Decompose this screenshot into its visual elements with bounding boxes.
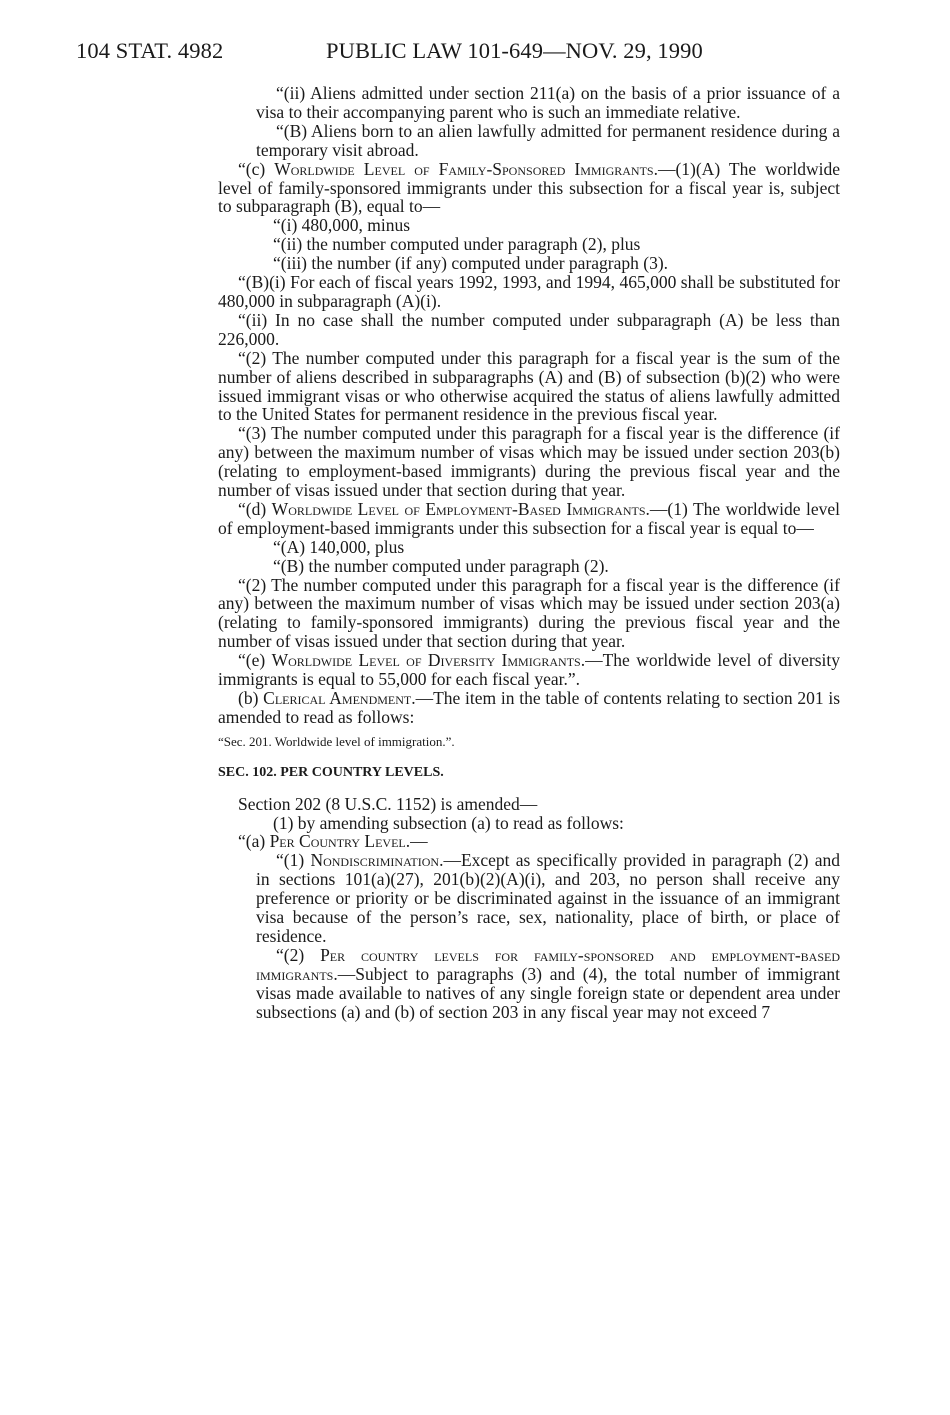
page-number: 104 STAT. 4982 xyxy=(76,38,224,63)
clause-iii: “(iii) the number (if any) computed under paragraph (3). xyxy=(273,253,669,274)
law-title: PUBLIC LAW 101-649—NOV. 29, 1990 xyxy=(326,38,703,63)
paragraph-2-d: “(2) The number computed under this paragraph for a fiscal year is the difference (if any) between the maximum number of visas which may be issued under section 203(a) (relating to family-sponsored immigrants) during the previous fiscal year and the number of visas issued under that section during that year. xyxy=(218,574,840,652)
subpara-b-aliens-born: “(B) Aliens born to an alien lawfully admitted for permanent residence during a temporary visit abroad. xyxy=(256,120,840,160)
page-header xyxy=(76,38,726,68)
subpara-b: “(B) the number computed under paragraph (2). xyxy=(273,555,609,576)
per-country-levels: “(2) Per country levels for family-sponsored and employment-based immigrants.—Subject to paragraphs (3) and (4), the total number of immigrant visas made available to natives of any single foreign state or dependent area under subsections (a) and (b) of section 203 in any fiscal year may not exceed 7 xyxy=(256,944,840,1022)
subpara-b-ii: “(ii) In no case shall the number computed under subparagraph (A) be less than 226,000. xyxy=(218,309,840,349)
clause-ii-aliens-admitted: “(ii) Aliens admitted under section 211(a) on the basis of a prior issuance of a visa to their accompanying parent who is such an immediate relative. xyxy=(256,83,840,122)
subsection-a-per-country: “(a) Per Country Level.— xyxy=(238,831,428,852)
clause-ii: “(ii) the number computed under paragraph (2), plus xyxy=(273,234,641,255)
clause-i: “(i) 480,000, minus xyxy=(273,215,411,236)
paragraph-3: “(3) The number computed under this paragraph for a fiscal year is the difference (if any) between the maximum number of visas which may be issued under section 203(b) (relating to employment-based immigrants) during the previous fiscal year and the number of visas issued under that section during that year. xyxy=(218,423,840,501)
subsection-e: “(e) Worldwide Level of Diversity Immigrants.—The worldwide level of diversity immigrants is equal to 55,000 for each fiscal year.”. xyxy=(218,650,840,690)
amendment-1: (1) by amending subsection (a) to read as follows: xyxy=(273,812,624,833)
statute-text xyxy=(218,84,840,1022)
section-heading: SEC. 102. PER COUNTRY LEVELS. xyxy=(218,764,444,780)
toc-entry: “Sec. 201. Worldwide level of immigration.”. xyxy=(218,733,455,749)
subpara-b-i: “(B)(i) For each of fiscal years 1992, 1993, and 1994, 465,000 shall be substituted for 480,000 in subparagraph (A)(i). xyxy=(218,272,840,311)
subsection-d: “(d) Worldwide Level of Employment-Based Immigrants.—(1) The worldwide level of employment-based immigrants under this subsection for a fiscal year is equal to— xyxy=(218,498,840,538)
subpara-a: “(A) 140,000, plus xyxy=(273,536,405,557)
paragraph-2: “(2) The number computed under this paragraph for a fiscal year is the sum of the number of aliens described in subparagraphs (A) and (B) of subsection (b)(2) who were issued immigrant visas or who otherwise acquired the status of aliens lawfully admitted to the United States for permanent residence in the previous fiscal year. xyxy=(218,347,840,425)
nondiscrimination: “(1) Nondiscrimination.—Except as specifically provided in paragraph (2) and in sections 101(a)(27), 201(b)(2)(A)(i), and 203, no person shall receive any preference or priority or be discriminated against in the issuance of an immigrant visa because of the person’s race, sex, nationality, place of birth, or place of residence. xyxy=(256,850,840,946)
subsection-c: “(c) Worldwide Level of Family-Sponsored Immigrants.—(1)(A) The worldwide level of family-sponsored immigrants under this subsection for a fiscal year is, subject to subparagraph (B), equal to— xyxy=(218,158,840,217)
clerical-amendment: (b) Clerical Amendment.—The item in the table of contents relating to section 201 is amended to read as follows: xyxy=(218,688,840,727)
section-202-intro: Section 202 (8 U.S.C. 1152) is amended— xyxy=(238,793,538,814)
